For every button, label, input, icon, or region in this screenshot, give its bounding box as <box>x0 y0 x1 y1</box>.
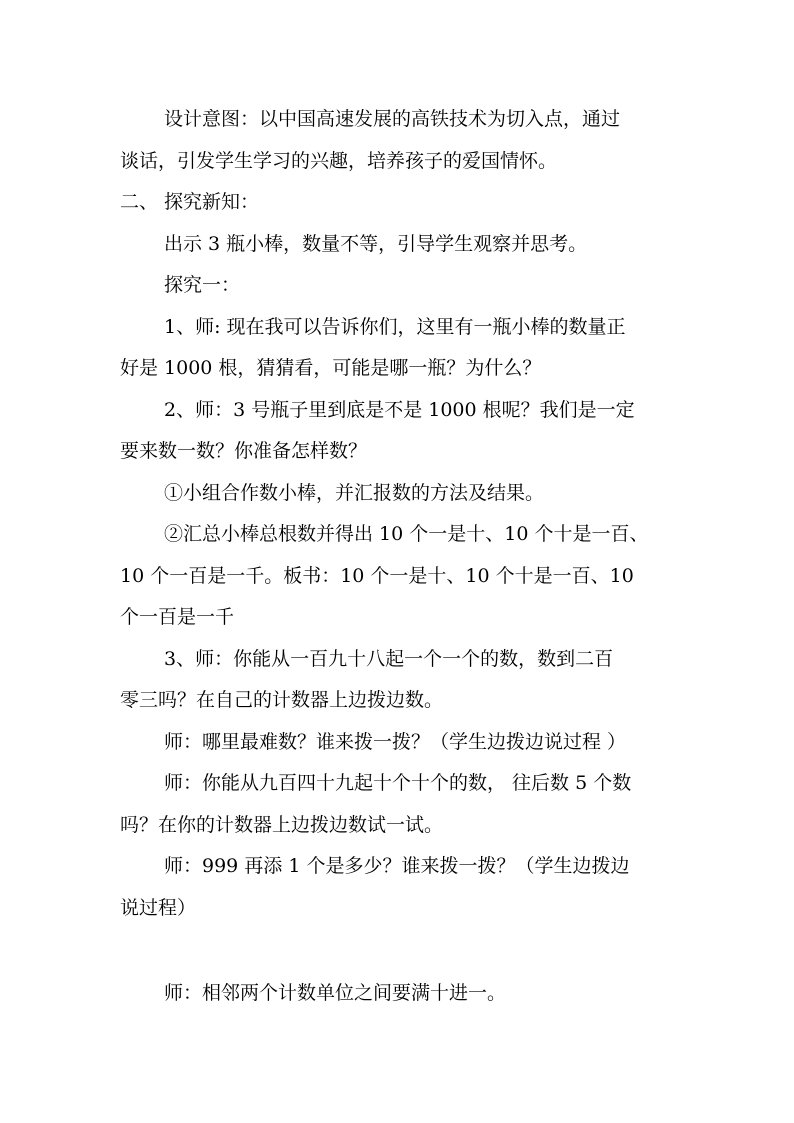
paragraph-teacher-hardest: 师：哪里最难数？谁来拨一拨？（学生边拨边说过程 ） <box>164 731 627 753</box>
paragraph-teacher-count-tens-line-2: 吗？在你的计数器上边拨边数试一试。 <box>120 814 444 836</box>
paragraph-step-2-line-3: 个一百是一千 <box>120 606 235 628</box>
paragraph-teacher-carry-rule: 师：相邻两个计数单位之间要满十进一。 <box>164 982 507 1004</box>
paragraph-show-bottles: 出示 3 瓶小棒，数量不等，引导学生观察并思考。 <box>164 233 588 255</box>
paragraph-item-3-line-1: 3、师：你能从一百九十八起一个一个的数，数到二百 <box>164 648 614 670</box>
paragraph-teacher-999-line-2: 说过程） <box>120 897 197 919</box>
section-heading-explore-new-knowledge: 二、 探究新知： <box>120 191 260 213</box>
paragraph-item-1-line-1: 1、师: 现在我可以告诉你们，这里有一瓶小棒的数量正 <box>164 316 626 338</box>
paragraph-step-2-line-1: ②汇总小棒总根数并得出 10 个一是十、10 个十是一百、 <box>164 523 649 545</box>
paragraph-step-1: ①小组合作数小棒，并汇报数的方法及结果。 <box>164 482 545 504</box>
paragraph-item-2-line-2: 要来数一数？你准备怎样数？ <box>120 440 368 462</box>
paragraph-item-3-line-2: 零三吗？在自己的计数器上边拨边数。 <box>120 689 444 711</box>
paragraph-step-2-line-2: 10 个一百是一千。板书：10 个一是十、10 个十是一百、10 <box>120 565 634 587</box>
paragraph-design-intent-line-1: 设计意图：以中国高速发展的高铁技术为切入点，通过 <box>164 108 621 130</box>
paragraph-design-intent-line-2: 谈话，引发学生学习的兴趣，培养孩子的爱国情怀。 <box>120 150 558 172</box>
paragraph-teacher-999-line-1: 师：999 再添 1 个是多少？谁来拨一拨？（学生边拨边 <box>164 855 630 877</box>
paragraph-item-1-line-2: 好是 1000 根，猜猜看，可能是哪一瓶？为什么？ <box>120 357 542 379</box>
subheading-exploration-one: 探究一： <box>164 274 241 296</box>
paragraph-item-2-line-1: 2、师：3 号瓶子里到底是不是 1000 根呢？我们是一定 <box>164 399 635 421</box>
paragraph-teacher-count-tens-line-1: 师：你能从九百四十九起十个十个的数， 往后数 5 个数 <box>164 772 632 794</box>
